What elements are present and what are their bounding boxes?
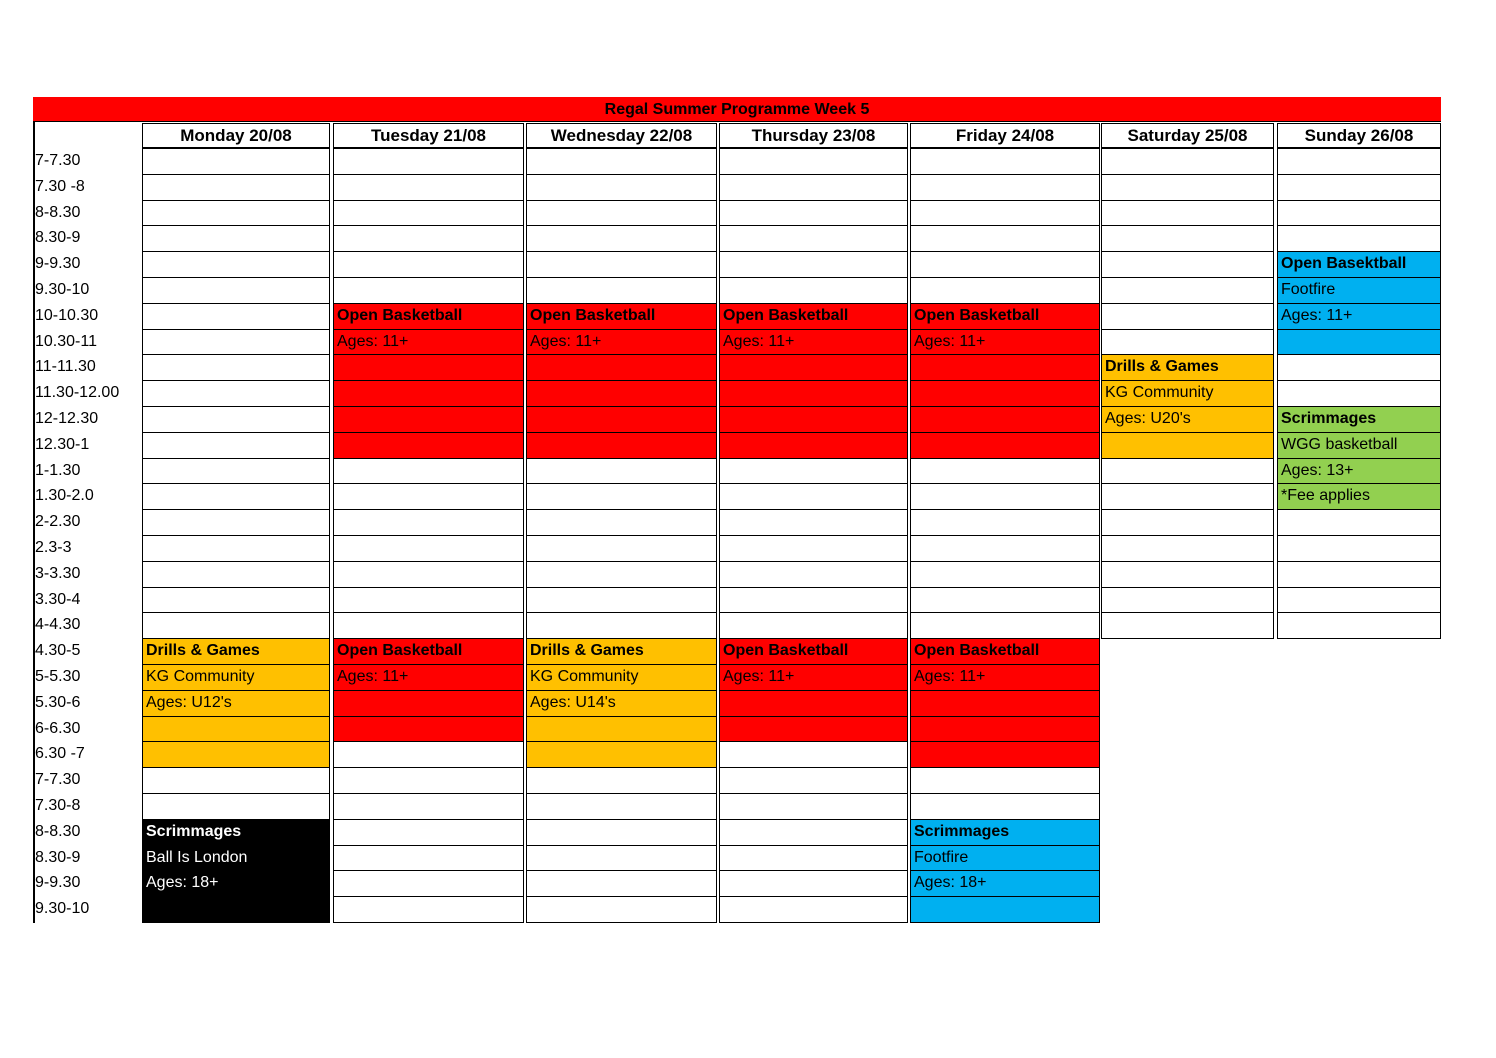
schedule-cell <box>526 509 717 536</box>
session-detail: KG Community <box>1101 380 1274 407</box>
session-detail: Ages: 11+ <box>333 329 524 356</box>
schedule-cell <box>1101 277 1274 304</box>
schedule-cell <box>1101 225 1274 252</box>
schedule-cell <box>526 354 717 381</box>
schedule-cell <box>910 509 1100 536</box>
schedule-cell <box>719 741 908 768</box>
session-title: Open Basketball <box>910 303 1100 330</box>
schedule-cell <box>333 509 524 536</box>
day-header: Sunday 26/08 <box>1277 123 1441 148</box>
schedule-cell <box>333 612 524 639</box>
schedule-cell <box>526 380 717 407</box>
schedule-cell <box>142 561 330 588</box>
schedule-cell <box>142 509 330 536</box>
schedule-cell <box>1277 200 1441 227</box>
session-detail: Ages: 11+ <box>526 329 717 356</box>
schedule-cell <box>719 148 908 175</box>
schedule-cell <box>910 793 1100 820</box>
session-detail: Ages: 11+ <box>1277 303 1441 330</box>
schedule-cell <box>333 200 524 227</box>
session-detail: Ages: 18+ <box>910 870 1100 897</box>
time-slot-label: 12.30-1 <box>35 435 90 453</box>
schedule-cell <box>142 432 330 459</box>
schedule-cell <box>1277 612 1441 639</box>
time-slot-label: 4-4.30 <box>35 616 81 634</box>
schedule-cell <box>719 406 908 433</box>
time-slot-label: 5-5.30 <box>35 668 81 685</box>
schedule-cell <box>1101 535 1274 562</box>
day-header: Tuesday 21/08 <box>333 123 524 148</box>
time-slot-label: 12-12.30 <box>35 410 99 427</box>
schedule-cell <box>1101 612 1274 639</box>
schedule-cell <box>142 896 330 923</box>
schedule-cell <box>910 716 1100 743</box>
session-detail: Ages: 11+ <box>910 329 1100 356</box>
schedule-cell <box>719 716 908 743</box>
schedule-cell <box>719 277 908 304</box>
schedule-cell <box>526 200 717 227</box>
schedule-cell <box>526 225 717 252</box>
session-detail: WGG basketball <box>1277 432 1441 459</box>
session-title: Open Basektball <box>1277 251 1441 278</box>
session-detail: Ages: 13+ <box>1277 458 1441 485</box>
schedule-cell <box>719 819 908 846</box>
schedule-cell <box>333 432 524 459</box>
session-title: Scrimmages <box>910 819 1100 846</box>
schedule-cell <box>910 225 1100 252</box>
schedule-cell <box>142 277 330 304</box>
schedule-cell <box>526 277 717 304</box>
time-slot-label: 8.30-9 <box>35 848 81 866</box>
schedule-cell <box>910 767 1100 794</box>
session-detail: Ages: 11+ <box>910 664 1100 691</box>
schedule-cell <box>719 587 908 614</box>
schedule-cell <box>910 277 1100 304</box>
time-slot-label: 6-6.30 <box>35 719 81 737</box>
schedule-cell <box>910 587 1100 614</box>
schedule-cell <box>1277 380 1441 407</box>
time-slot-label: 8-8.30 <box>35 822 81 840</box>
schedule-cell <box>719 354 908 381</box>
schedule-cell <box>719 612 908 639</box>
schedule-cell <box>333 587 524 614</box>
schedule-cell <box>719 483 908 510</box>
time-slot-label: 9.30-10 <box>35 281 90 298</box>
session-title: Open Basketball <box>333 303 524 330</box>
schedule-cell <box>526 819 717 846</box>
schedule-cell <box>910 741 1100 768</box>
schedule-cell <box>910 612 1100 639</box>
time-slot-label: 1-1.30 <box>35 461 81 479</box>
schedule-cell <box>1277 509 1441 536</box>
session-title: Open Basketball <box>333 638 524 665</box>
time-slot-label: 7.30 -8 <box>35 177 85 195</box>
schedule-cell <box>142 612 330 639</box>
schedule-cell <box>1277 329 1441 356</box>
schedule-cell <box>333 225 524 252</box>
schedule-cell <box>142 354 330 381</box>
session-detail: KG Community <box>142 664 330 691</box>
schedule-cell <box>719 535 908 562</box>
schedule-cell <box>1101 509 1274 536</box>
schedule-cell <box>910 690 1100 717</box>
session-detail: KG Community <box>526 664 717 691</box>
schedule-cell <box>526 612 717 639</box>
schedule-cell <box>142 225 330 252</box>
time-slot-label: 2-2.30 <box>35 513 81 531</box>
schedule-cell <box>333 483 524 510</box>
schedule-cell <box>1277 225 1441 252</box>
schedule-cell <box>333 741 524 768</box>
schedule-cell <box>1101 148 1274 175</box>
time-slot-label: 4.30-5 <box>35 642 81 660</box>
day-header: Wednesday 22/08 <box>526 123 717 148</box>
schedule-cell <box>910 458 1100 485</box>
schedule-cell <box>1101 200 1274 227</box>
schedule-cell <box>719 200 908 227</box>
schedule-cell <box>333 561 524 588</box>
session-detail: Ages: 11+ <box>719 664 908 691</box>
schedule-cell <box>142 535 330 562</box>
session-title: Open Basketball <box>526 303 717 330</box>
time-slot-label: 11.30-12.00 <box>35 384 120 402</box>
time-slot-label: 5.30-6 <box>35 693 81 711</box>
schedule-cell <box>719 690 908 717</box>
schedule-cell <box>526 251 717 278</box>
schedule-cell <box>910 354 1100 381</box>
day-header: Thursday 23/08 <box>719 123 908 148</box>
schedule-cell <box>910 148 1100 175</box>
schedule-cell <box>333 148 524 175</box>
schedule-cell <box>910 251 1100 278</box>
session-detail: Ages: U12's <box>142 690 330 717</box>
schedule-cell <box>333 380 524 407</box>
schedule-cell <box>333 896 524 923</box>
schedule-cell <box>1101 458 1274 485</box>
schedule-cell <box>1101 561 1274 588</box>
schedule-title: Regal Summer Programme Week 5 <box>33 97 1441 122</box>
schedule-cell <box>333 354 524 381</box>
schedule-cell <box>142 741 330 768</box>
schedule-cell <box>910 380 1100 407</box>
schedule-cell <box>142 200 330 227</box>
time-slot-label: 8.30-9 <box>35 229 81 247</box>
schedule-cell <box>333 716 524 743</box>
session-title: Drills & Games <box>1101 354 1274 381</box>
schedule-cell <box>526 535 717 562</box>
session-detail: Ages: 11+ <box>333 664 524 691</box>
schedule-cell <box>333 793 524 820</box>
session-title: Open Basketball <box>719 638 908 665</box>
schedule-cell <box>1277 535 1441 562</box>
schedule-cell <box>142 303 330 330</box>
time-slot-label: 3.30-4 <box>35 590 81 608</box>
schedule-cell <box>333 251 524 278</box>
session-title: Open Basketball <box>910 638 1100 665</box>
schedule-cell <box>526 896 717 923</box>
schedule-cell <box>142 483 330 510</box>
time-slot-label: 1.30-2.0 <box>35 487 94 505</box>
session-detail: Ages: 18+ <box>142 870 330 897</box>
schedule-cell <box>142 793 330 820</box>
schedule-cell <box>1277 148 1441 175</box>
session-detail: Ages: U20's <box>1101 406 1274 433</box>
schedule-cell <box>333 535 524 562</box>
session-detail: Ages: 11+ <box>719 329 908 356</box>
schedule-cell <box>719 509 908 536</box>
schedule-cell <box>142 251 330 278</box>
time-slot-label: 7-7.30 <box>35 152 81 169</box>
schedule-cell <box>719 251 908 278</box>
schedule-cell <box>333 406 524 433</box>
time-slot-label: 9.30-10 <box>35 900 90 918</box>
schedule-cell <box>333 277 524 304</box>
schedule-cell <box>910 200 1100 227</box>
schedule-cell <box>719 174 908 201</box>
session-detail: Footfire <box>1277 277 1441 304</box>
schedule-cell <box>719 380 908 407</box>
time-slot-label: 2.3-3 <box>35 539 72 556</box>
schedule-cell <box>142 329 330 356</box>
schedule-cell <box>719 458 908 485</box>
schedule-cell <box>333 458 524 485</box>
schedule-cell <box>1277 587 1441 614</box>
schedule-cell <box>526 174 717 201</box>
schedule-cell <box>526 767 717 794</box>
schedule-cell <box>910 174 1100 201</box>
schedule-cell <box>142 458 330 485</box>
schedule-cell <box>142 767 330 794</box>
time-slot-label: 8-8.30 <box>35 203 81 221</box>
time-slot-label: 10.30-11 <box>35 332 97 350</box>
schedule-cell <box>526 561 717 588</box>
time-slot-label: 7.30-8 <box>35 797 81 814</box>
time-slot-label: 6.30 -7 <box>35 745 85 763</box>
session-title: Scrimmages <box>142 819 330 846</box>
schedule-cell <box>142 380 330 407</box>
schedule-cell <box>333 174 524 201</box>
schedule-cell <box>526 458 717 485</box>
schedule-cell <box>1101 329 1274 356</box>
schedule-cell <box>526 483 717 510</box>
schedule-cell <box>1101 251 1274 278</box>
schedule-cell <box>1101 483 1274 510</box>
schedule-cell <box>1277 561 1441 588</box>
session-detail: Ball Is London <box>142 845 330 872</box>
schedule-cell <box>719 896 908 923</box>
schedule-cell <box>333 767 524 794</box>
schedule-cell <box>1101 303 1274 330</box>
schedule-cell <box>910 432 1100 459</box>
schedule-cell <box>526 870 717 897</box>
schedule-cell <box>910 406 1100 433</box>
schedule-cell <box>1101 587 1274 614</box>
day-header: Saturday 25/08 <box>1101 123 1274 148</box>
schedule-cell <box>719 793 908 820</box>
schedule-cell <box>526 741 717 768</box>
schedule-cell <box>333 819 524 846</box>
schedule-cell <box>1277 354 1441 381</box>
schedule-cell <box>910 561 1100 588</box>
session-detail: *Fee applies <box>1277 483 1441 510</box>
session-title: Open Basketball <box>719 303 908 330</box>
schedule-cell <box>142 148 330 175</box>
session-detail: Ages: U14's <box>526 690 717 717</box>
schedule-cell <box>910 483 1100 510</box>
schedule-cell <box>526 406 717 433</box>
day-header: Monday 20/08 <box>142 123 330 148</box>
time-slot-label: 11-11.30 <box>35 358 96 376</box>
schedule-cell <box>1101 174 1274 201</box>
day-header: Friday 24/08 <box>910 123 1100 148</box>
schedule-cell <box>142 406 330 433</box>
time-slot-label: 3-3.30 <box>35 564 81 582</box>
schedule-cell <box>526 716 717 743</box>
session-title: Drills & Games <box>526 638 717 665</box>
schedule-cell <box>142 716 330 743</box>
schedule-cell <box>526 432 717 459</box>
schedule-cell <box>333 870 524 897</box>
time-slot-label: 10-10.30 <box>35 306 99 324</box>
time-slot-label: 9-9.30 <box>35 255 81 273</box>
schedule-cell <box>333 690 524 717</box>
schedule-cell <box>1277 174 1441 201</box>
session-title: Drills & Games <box>142 638 330 665</box>
schedule-cell <box>526 793 717 820</box>
schedule-cell <box>719 432 908 459</box>
schedule-cell <box>526 587 717 614</box>
schedule-cell <box>910 535 1100 562</box>
schedule-cell <box>142 587 330 614</box>
session-detail: Footfire <box>910 845 1100 872</box>
schedule-cell <box>719 225 908 252</box>
schedule-cell <box>1101 432 1274 459</box>
schedule-cell <box>526 845 717 872</box>
schedule-cell <box>333 845 524 872</box>
schedule-cell <box>719 845 908 872</box>
schedule-cell <box>910 896 1100 923</box>
schedule-cell <box>719 561 908 588</box>
session-title: Scrimmages <box>1277 406 1441 433</box>
schedule-cell <box>526 148 717 175</box>
schedule-cell <box>719 767 908 794</box>
time-slot-label: 9-9.30 <box>35 874 81 892</box>
schedule-cell <box>142 174 330 201</box>
schedule-cell <box>719 870 908 897</box>
time-slot-label: 7-7.30 <box>35 771 81 789</box>
